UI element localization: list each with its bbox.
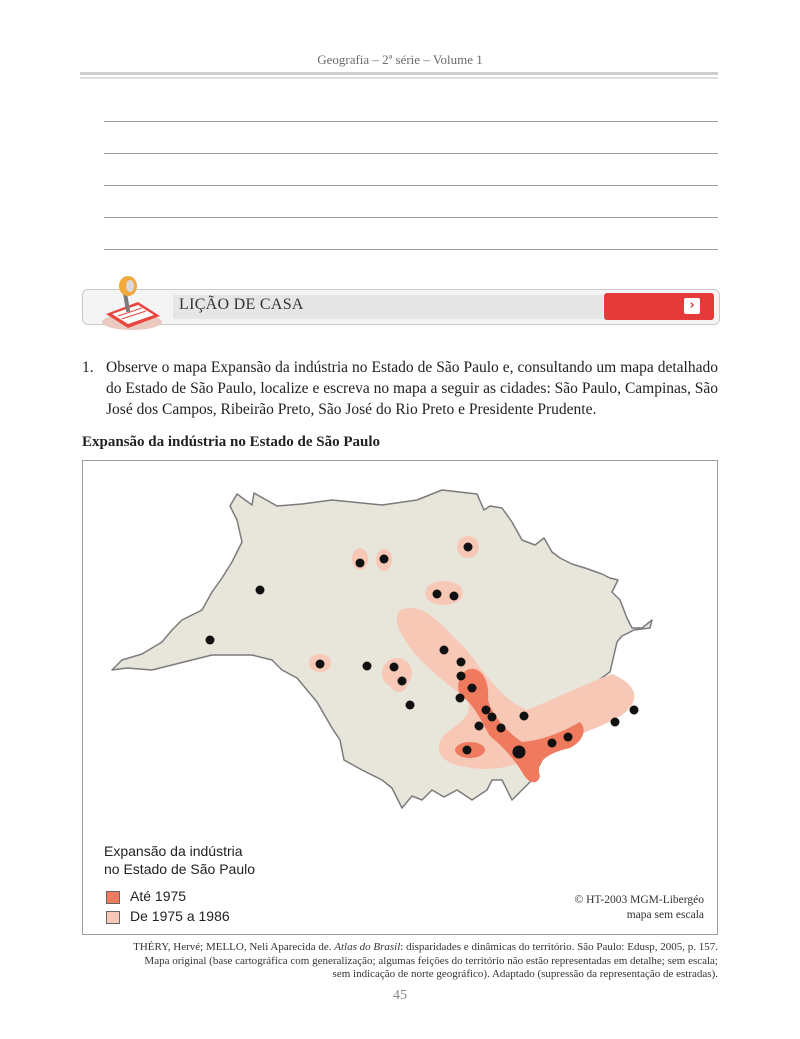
industrial-point xyxy=(488,713,497,722)
industrial-point xyxy=(363,662,372,671)
industrial-point xyxy=(406,701,415,710)
industrial-point xyxy=(513,746,526,759)
map-copyright xyxy=(540,893,704,923)
industrial-point xyxy=(457,658,466,667)
industrial-point xyxy=(468,684,477,693)
industrial-point xyxy=(464,543,473,552)
answer-line-5[interactable] xyxy=(104,249,718,250)
legend-swatch-1975-1986 xyxy=(106,911,120,924)
source-line3: sem indicação de norte geográfico). Adaptado (supressão da representação de estradas). xyxy=(332,968,718,980)
sao-paulo-state-outline xyxy=(112,490,652,808)
industrial-point xyxy=(356,559,365,568)
industrial-point xyxy=(475,722,484,731)
industrial-point xyxy=(482,706,491,715)
industrial-point xyxy=(206,636,215,645)
industrial-point xyxy=(457,672,466,681)
source-line1: THÉRY, Hervé; MELLO, Neli Aparecida de. Atlas do Brasil: disparidades e dinâmicas do território. São Paulo: Edusp, 2005, p. 157. xyxy=(133,941,718,953)
header-title: Geografia – 2ª série – Volume 1 xyxy=(317,52,483,67)
industrial-point xyxy=(564,733,573,742)
homework-icon xyxy=(98,272,166,332)
industrial-point xyxy=(433,590,442,599)
source-citation xyxy=(110,941,718,982)
legend-swatch-until-1975 xyxy=(106,891,120,904)
legend-label-1975-1986: De 1975 a 1986 xyxy=(130,908,230,924)
answer-line-1[interactable] xyxy=(104,121,718,122)
source-line2: Mapa original (base cartográfica com generalização; algumas feições do território não estão representadas em detalhe; sem escala; xyxy=(144,954,718,967)
copyright-line1: © HT-2003 MGM-Libergéo xyxy=(574,894,704,906)
page-number: 45 xyxy=(393,988,407,1003)
legend-label-until-1975: Até 1975 xyxy=(130,888,187,904)
arrow-right-icon[interactable]: › xyxy=(684,298,700,314)
industrial-point xyxy=(548,739,557,748)
industrial-point xyxy=(611,718,620,727)
industrial-point xyxy=(256,586,265,595)
legend-title xyxy=(104,842,255,878)
header-rule xyxy=(80,72,718,75)
industrial-point xyxy=(390,663,399,672)
answer-line-3[interactable] xyxy=(104,185,718,186)
question-text: Observe o mapa Expansão da indústria no Estado de São Paulo e, consultando um mapa detalhado do Estado de São Paulo, localize e escreva no mapa a seguir as cidades: São Paulo, Campinas, São José dos Campos, Ribeirão Preto, São José do Rio Preto e Presidente Prudente. xyxy=(106,359,718,418)
map-title: Expansão da indústria no Estado de São Paulo xyxy=(82,434,381,450)
answer-line-2[interactable] xyxy=(104,153,718,154)
header-rule-secondary xyxy=(80,77,718,79)
industrial-point xyxy=(440,646,449,655)
industrial-point xyxy=(456,694,465,703)
copyright-line2: mapa sem escala xyxy=(626,909,704,921)
industrial-point xyxy=(380,555,389,564)
industrial-point xyxy=(398,677,407,686)
question-number: 1. xyxy=(82,359,94,376)
industrial-point xyxy=(463,746,472,755)
legend-title-line2: no Estado de São Paulo xyxy=(104,861,256,877)
industrial-point xyxy=(520,712,529,721)
industrial-point xyxy=(316,660,325,669)
industrial-point xyxy=(497,724,506,733)
answer-line-4[interactable] xyxy=(104,217,718,218)
legend-title-line1: Expansão da indústria xyxy=(104,843,243,859)
industrial-point xyxy=(630,706,639,715)
industrial-point xyxy=(450,592,459,601)
lesson-label: LIÇÃO DE CASA xyxy=(179,296,304,313)
